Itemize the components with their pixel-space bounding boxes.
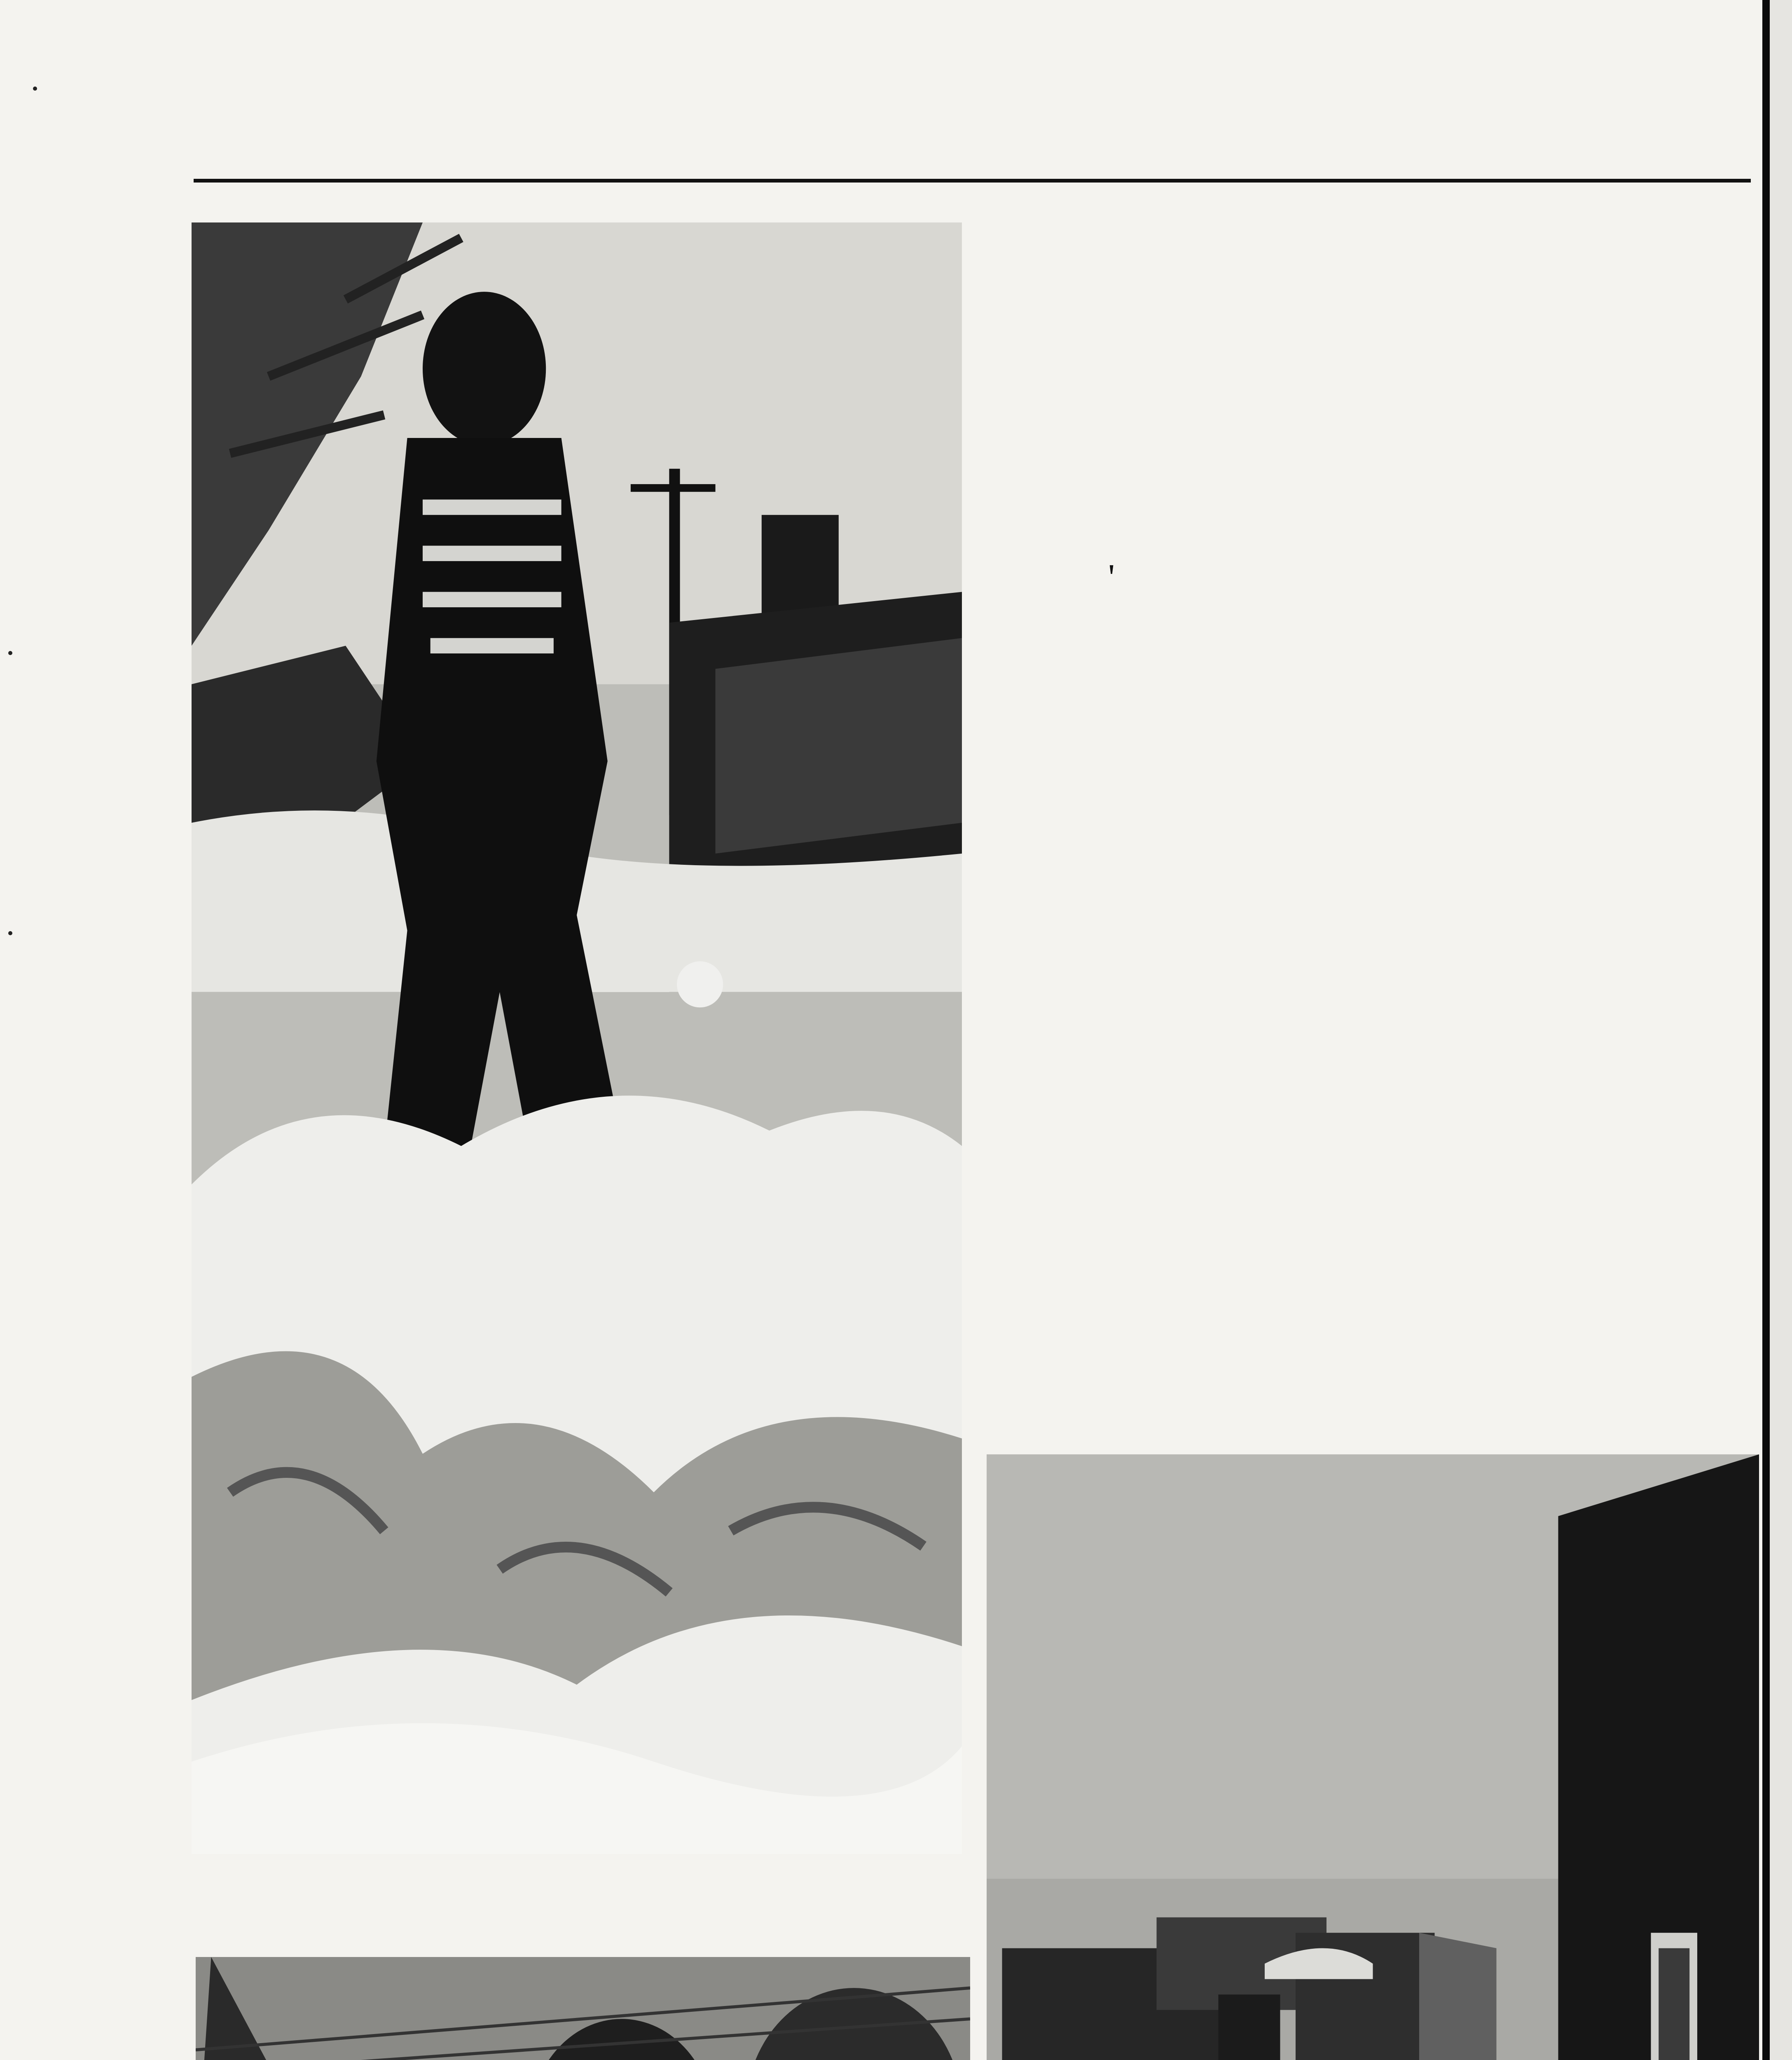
photo-crooked-snow-path [987,1454,1759,2060]
page-edge-border [1762,0,1792,2060]
stray-mark: ' [1108,557,1115,598]
scan-speck [8,651,12,655]
scan-speck [33,87,37,91]
photo-boy-on-snow-drift [192,222,962,1854]
photo-almost-buried-snow-yard [196,1957,970,2060]
masthead-rule [194,179,1751,183]
scan-speck [8,931,12,935]
